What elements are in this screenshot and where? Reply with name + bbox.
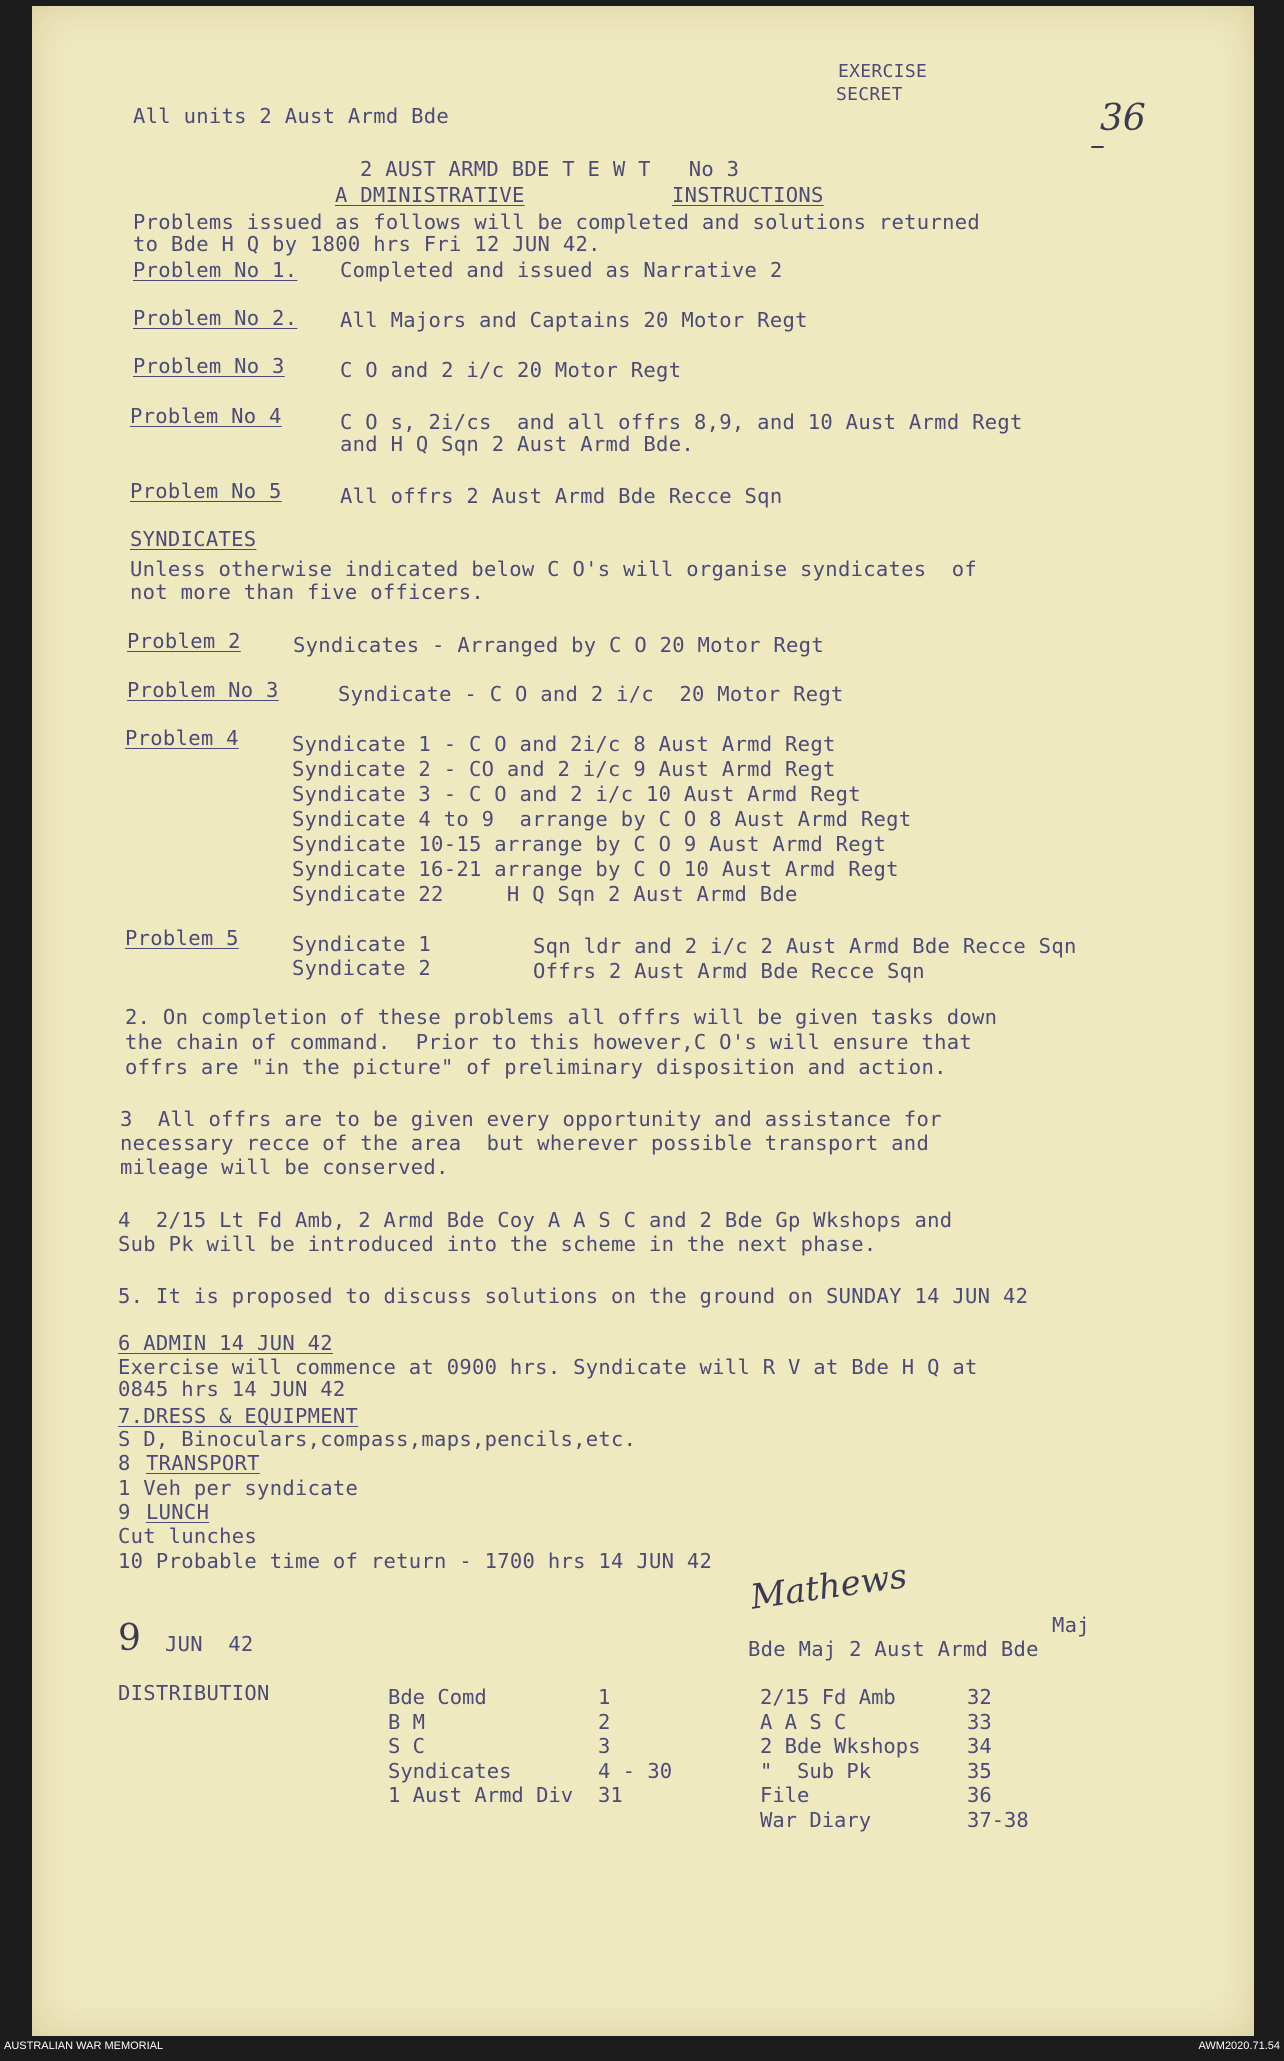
dist-right-name: " Sub Pk <box>760 1758 872 1783</box>
syndicates-heading: SYNDICATES <box>130 527 257 551</box>
para-4-line-2: Sub Pk will be introduced into the scheme in the next phase. <box>118 1232 877 1256</box>
title-line-2b: INSTRUCTIONS <box>672 183 824 207</box>
problem-5-label: Problem No 5 <box>130 479 282 503</box>
para-6-line-2: 0845 hrs 14 JUN 42 <box>118 1377 346 1401</box>
dist-left-name: S C <box>388 1734 426 1758</box>
para-7-line-1: S D, Binoculars,compass,maps,pencils,etc. <box>118 1427 637 1451</box>
dist-right-copy: 32 <box>967 1685 992 1709</box>
para-2-line-2: the chain of command. Prior to this however,C O's will ensure that <box>125 1030 973 1054</box>
syn-problem-3-text: Syndicate - C O and 2 i/c 20 Motor Regt <box>338 682 844 706</box>
dist-right-row <box>760 1734 1029 1759</box>
para-2-line-3: offrs are "in the picture" of preliminary disposition and action. <box>125 1055 947 1079</box>
dist-left-copy: 3 <box>598 1734 611 1758</box>
problem-3-label: Problem No 3 <box>133 354 285 378</box>
dist-left-row <box>388 1759 672 1784</box>
syn-problem-5-row-2-syn: Syndicate 2 <box>292 956 432 980</box>
para-5-line-1: 5. It is proposed to discuss solutions on the ground on SUNDAY 14 JUN 42 <box>118 1284 1029 1308</box>
para-2-line-1: 2. On completion of these problems all offrs will be given tasks down <box>125 1005 998 1029</box>
para-3-line-2: necessary recce of the area but wherever possible transport and <box>120 1131 930 1155</box>
distribution-list-left <box>388 1685 672 1808</box>
dist-right-row <box>760 1783 1029 1808</box>
para-8-heading: TRANSPORT <box>146 1451 260 1475</box>
syn-problem-4-row-5: Syndicate 10-15 arrange by C O 9 Aust Armd Regt <box>292 832 887 856</box>
dist-left-row <box>388 1710 672 1735</box>
problem-1-label: Problem No 1. <box>133 258 298 282</box>
dist-right-copy: 37-38 <box>967 1807 1029 1832</box>
para-9-heading: LUNCH <box>146 1500 210 1524</box>
para-8-line-1: 1 Veh per syndicate <box>118 1476 359 1500</box>
dist-left-name: Syndicates <box>388 1758 512 1783</box>
dist-left-copy: 31 <box>598 1783 623 1807</box>
dist-right-row <box>760 1759 1029 1784</box>
para-7-heading: 7.DRESS & EQUIPMENT <box>118 1404 359 1428</box>
intro-line-1: Problems issued as follows will be completed and solutions returned <box>133 210 981 234</box>
para-9-heading-num: 9 <box>118 1500 131 1524</box>
dist-left-copy: 4 - 30 <box>598 1758 673 1783</box>
syndicates-line-1: Unless otherwise indicated below C O's will organise syndicates of <box>130 557 978 581</box>
dist-right-name: File <box>760 1783 810 1807</box>
dist-right-row <box>760 1808 1029 1833</box>
footer-accession-number: AWM2020.71.54 <box>1198 2040 1280 2052</box>
dist-right-row <box>760 1685 1029 1710</box>
title-line-2a: A DMINISTRATIVE <box>335 183 525 207</box>
syn-problem-2-label: Problem 2 <box>127 629 241 653</box>
syn-problem-2-text: Syndicates - Arranged by C O 20 Motor Regt <box>293 633 824 657</box>
syn-problem-4-row-3: Syndicate 3 - C O and 2 i/c 10 Aust Armd Regt <box>292 782 861 806</box>
syn-problem-5-row-2-text: Offrs 2 Aust Armd Bde Recce Sqn <box>533 959 925 983</box>
distribution-list-right <box>760 1685 1029 1832</box>
syn-problem-4-row-2: Syndicate 2 - CO and 2 i/c 9 Aust Armd Regt <box>292 757 836 781</box>
problem-5-text: All offrs 2 Aust Armd Bde Recce Sqn <box>340 484 783 508</box>
syndicates-line-2: not more than five officers. <box>130 580 484 604</box>
classification-exercise: EXERCISE <box>838 61 928 82</box>
distribution-heading: DISTRIBUTION <box>118 1681 270 1705</box>
folio-number: 36 <box>1100 98 1146 139</box>
syn-problem-5-label: Problem 5 <box>125 926 239 950</box>
syn-problem-4-label: Problem 4 <box>125 726 239 750</box>
syn-problem-5-row-1-text: Sqn ldr and 2 i/c 2 Aust Armd Bde Recce Sqn <box>533 934 1077 958</box>
dist-left-name: B M <box>388 1709 426 1734</box>
problem-3-text: C O and 2 i/c 20 Motor Regt <box>340 358 682 382</box>
dist-right-name: War Diary <box>760 1807 872 1832</box>
para-3-line-3: mileage will be conserved. <box>120 1155 449 1179</box>
syn-problem-4-row-6: Syndicate 16-21 arrange by C O 10 Aust Armd Regt <box>292 857 899 881</box>
dist-right-copy: 34 <box>967 1734 992 1758</box>
problem-1-text: Completed and issued as Narrative 2 <box>340 258 783 282</box>
para-6-line-1: Exercise will commence at 0900 hrs. Syndicate will R V at Bde H Q at <box>118 1355 978 1379</box>
addressee: All units 2 Aust Armd Bde <box>133 104 450 128</box>
para-3-line-1: 3 All offrs are to be given every opportunity and assistance for <box>120 1107 942 1131</box>
dist-right-name: 2/15 Fd Amb <box>760 1685 896 1709</box>
dist-left-row <box>388 1734 672 1759</box>
handwritten-signature: Mathews <box>748 1556 910 1618</box>
problem-2-text: All Majors and Captains 20 Motor Regt <box>340 308 808 332</box>
dist-right-copy: 36 <box>967 1783 992 1807</box>
syn-problem-4-row-1: Syndicate 1 - C O and 2i/c 8 Aust Armd Regt <box>292 732 836 756</box>
syn-problem-4-row-7: Syndicate 22 H Q Sqn 2 Aust Armd Bde <box>292 882 798 906</box>
syn-problem-3-label: Problem No 3 <box>127 678 279 702</box>
dist-right-copy: 35 <box>967 1758 992 1783</box>
dist-left-row <box>388 1783 672 1808</box>
signature-rank: Maj <box>1052 1613 1090 1637</box>
problem-4-text: C O s, 2i/cs and all offrs 8,9, and 10 Aust Armd Regt <box>340 410 1023 434</box>
problem-4-label: Problem No 4 <box>130 404 282 428</box>
para-8-heading-num: 8 <box>118 1451 131 1475</box>
classification-secret: SECRET <box>836 84 903 105</box>
dist-left-copy: 1 <box>598 1685 611 1709</box>
para-4-line-1: 4 2/15 Lt Fd Amb, 2 Armd Bde Coy A A S C and 2 Bde Gp Wkshops and <box>118 1208 953 1232</box>
intro-line-2: to Bde H Q by 1800 hrs Fri 12 JUN 42. <box>133 232 601 256</box>
dist-right-name: A A S C <box>760 1709 847 1734</box>
date-day: 9 <box>118 1618 141 1659</box>
para-9-line-1: Cut lunches <box>118 1524 258 1548</box>
para-10-line-1: 10 Probable time of return - 1700 hrs 14 JUN 42 <box>118 1549 713 1573</box>
para-6-heading: 6 ADMIN 14 JUN 42 <box>118 1331 333 1355</box>
dist-right-name: 2 Bde Wkshops <box>760 1734 921 1758</box>
problem-4-text-2: and H Q Sqn 2 Aust Armd Bde. <box>340 432 694 456</box>
syn-problem-4-row-4: Syndicate 4 to 9 arrange by C O 8 Aust Armd Regt <box>292 807 912 831</box>
dist-left-copy: 2 <box>598 1709 611 1734</box>
dist-left-name: Bde Comd <box>388 1685 487 1709</box>
dist-left-row <box>388 1685 672 1710</box>
syn-problem-5-row-1-syn: Syndicate 1 <box>292 932 432 956</box>
footer-credit: AUSTRALIAN WAR MEMORIAL <box>4 2040 164 2052</box>
problem-2-label: Problem No 2. <box>133 306 298 330</box>
folio-dash: – <box>1090 128 1105 163</box>
dist-left-name: 1 Aust Armd Div <box>388 1783 574 1807</box>
date-rest: JUN 42 <box>165 1632 254 1656</box>
dist-right-copy: 33 <box>967 1709 992 1734</box>
dist-right-row <box>760 1710 1029 1735</box>
title-line-1: 2 AUST ARMD BDE T E W T No 3 <box>360 157 740 181</box>
signature-appointment: Bde Maj 2 Aust Armd Bde <box>748 1637 1039 1661</box>
